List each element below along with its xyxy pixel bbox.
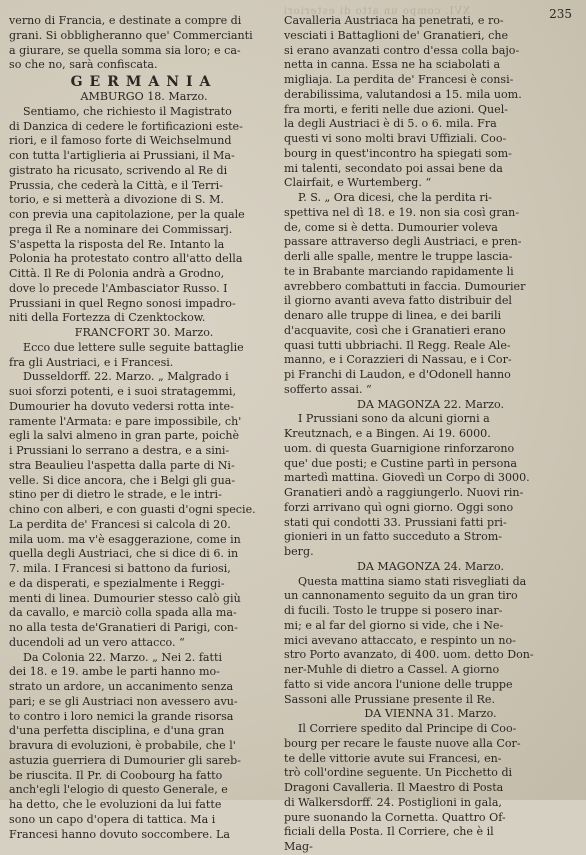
text-line: Clairfait, e Wurtemberg. “ bbox=[284, 176, 432, 190]
text-line: Mag- bbox=[284, 840, 313, 853]
text-line: suoi sforzi potenti, e i suoi stratagemmi, bbox=[9, 385, 236, 398]
dateline-vienna: DA VIENNA 31. Marzo. bbox=[364, 707, 497, 721]
magonza-24-article bbox=[284, 575, 577, 708]
text-line: netta in canna. Essa ne ha sciabolati a bbox=[284, 58, 501, 72]
text-line: a giurare, se quella somma sia loro; e ca- bbox=[9, 43, 241, 57]
text-line: di Danzica di cedere le fortificazioni este- bbox=[9, 119, 243, 133]
text-line: egli la salvi almeno in gran parte, poichè bbox=[9, 429, 240, 443]
text-line: Prussiani in quel Regno sonosi impadro- bbox=[9, 296, 236, 310]
text-line: mi; e al far del giorno si vide, che i Ne- bbox=[284, 618, 504, 632]
bleed-through-text: XVI. compo un atto di esteriori bbox=[282, 6, 470, 17]
text-line: Kreutznach, e a Bingen. Ai 19. 6000. bbox=[284, 427, 491, 440]
text-line: derabilissima, valutandosi a 15. mila uom. bbox=[284, 87, 522, 101]
text-line: P. S. „ Ora dicesi, che la perdita ri- bbox=[298, 191, 493, 204]
text-line: so che no, sarà confiscata. bbox=[9, 58, 158, 72]
text-line: ner-Muhle di dietro a Cassel. A giorno bbox=[284, 663, 500, 676]
text-line: ficiali della Posta. Il Corriere, che è il bbox=[284, 825, 494, 839]
text-line: te delle vittorie avute sui Francesi, en- bbox=[284, 751, 502, 765]
text-line: Città. Il Re di Polonia andrà a Grodno, bbox=[9, 267, 225, 280]
text-line: stro Porto avanzato, di 400. uom. detto Don- bbox=[284, 648, 534, 662]
text-line: S'aspetta la risposta del Re. Intanto la bbox=[9, 237, 225, 251]
text-line: fra morti, e feriti nelle due azioni. Quel- bbox=[284, 102, 509, 116]
text-line: Il Corriere spedito dal Principe di Coo- bbox=[298, 722, 517, 735]
text-line: que' due posti; e Custine partì in persona bbox=[284, 456, 518, 470]
text-line: il giorno avanti aveva fatto distribuir del bbox=[284, 294, 512, 308]
text-line: vesciati i Battaglioni de' Granatieri, che bbox=[284, 28, 509, 42]
text-line: ducendoli ad un vero attacco. “ bbox=[9, 635, 185, 649]
text-line: quasi tutti ubbriachi. Il Regg. Reale Ale- bbox=[284, 338, 511, 352]
text-line: mila uom. ma v'è esaggerazione, come in bbox=[9, 532, 241, 546]
dateline-amburgo: AMBURGO 18. Marzo. bbox=[80, 90, 208, 103]
left-column bbox=[9, 14, 279, 842]
text-line: anch'egli l'elogio di questo Generale, e bbox=[9, 783, 228, 797]
text-line: di fucili. Tosto le truppe si posero inar- bbox=[284, 604, 503, 617]
text-line: uom. di questa Guarnigione rinforzarono bbox=[284, 441, 515, 455]
text-line: spettiva nel dì 18. e 19. non sia così gran- bbox=[284, 205, 520, 219]
text-line: to contro i loro nemici la grande risorsa bbox=[9, 709, 234, 723]
text-line: gistrato ha ricusato, scrivendo al Re di bbox=[9, 163, 228, 177]
text-line: niti della Fortezza di Czenktockow. bbox=[9, 311, 206, 325]
text-line: ramente l'Armata: e pare impossibile, ch' bbox=[9, 414, 242, 428]
text-line: d'una perfetta disciplina, e d'una gran bbox=[9, 724, 225, 738]
text-line: chino con alberi, e con guasti d'ogni specie. bbox=[9, 503, 256, 516]
text-line: si erano avanzati contro d'essa colla bajo- bbox=[284, 43, 520, 57]
text-line: e da disperati, e spezialmente i Reggi- bbox=[9, 576, 225, 590]
text-line: manno, e i Corazzieri di Nassau, e i Cor- bbox=[284, 353, 512, 367]
text-line: con previa una capitolazione, per la quale bbox=[9, 208, 245, 221]
text-line: un cannonamento seguito da un gran tiro bbox=[284, 589, 518, 603]
dateline-magonza-24: DA MAGONZA 24. Marzo. bbox=[356, 559, 504, 573]
text-line: avrebbero combattuti in faccia. Dumourier bbox=[284, 279, 526, 293]
text-line: mici avevano attaccato, e respinto un no- bbox=[284, 633, 516, 647]
text-line: pure suonando la Cornetta. Quattro Of- bbox=[284, 810, 506, 824]
text-line: bourg in quest'incontro ha spiegati som- bbox=[284, 146, 512, 160]
text-line: 7. mila. I Francesi si battono da furiosi, bbox=[9, 562, 231, 575]
text-line: fatto si vide ancora l'unione delle truppe bbox=[284, 677, 513, 691]
text-line: migliaja. La perdita de' Francesi è consi- bbox=[284, 73, 514, 86]
text-line: mi talenti, secondato poi assai bene da bbox=[284, 161, 503, 175]
text-line: Questa mattina siamo stati risvegliati da bbox=[298, 574, 527, 588]
text-line: dove lo precede l'Ambasciator Russo. I bbox=[9, 281, 228, 295]
text-line: grani. Si obbligheranno que' Commercianti bbox=[9, 28, 253, 42]
text-line: de, come si è detta. Dumourier voleva bbox=[284, 220, 498, 234]
text-line: Dragoni Cavalleria. Il Maestro di Posta bbox=[284, 781, 504, 794]
text-line: La perdita de' Francesi si calcola di 20. bbox=[9, 517, 231, 531]
vienna-article bbox=[284, 722, 577, 855]
right-top-paragraph bbox=[284, 14, 577, 398]
text-line: Granatieri andò a raggiungerlo. Nuovi rin- bbox=[284, 486, 524, 499]
text-line: passare attraverso degli Austriaci, e pren- bbox=[284, 235, 522, 249]
text-line: strato un ardore, un accanimento senza bbox=[9, 680, 234, 693]
text-line: denaro alle truppe di linea, e dei barili bbox=[284, 309, 502, 322]
text-line: ha detto, che le evoluzioni da lui fatte bbox=[9, 798, 222, 811]
text-line: prega il Re a nominare dei Commissarj. bbox=[9, 222, 233, 236]
text-line: I Prussiani sono da alcuni giorni a bbox=[298, 412, 490, 426]
dateline-francfort: FRANCFORT 30. Marzo. bbox=[74, 326, 214, 339]
text-line: d'acquavite, così che i Granatieri erano bbox=[284, 323, 506, 337]
francfort-article bbox=[9, 341, 279, 843]
text-line: Dumourier ha dovuto vedersi rotta inte- bbox=[9, 399, 234, 413]
text-line: riori, e il famoso forte di Weichselmund bbox=[9, 134, 232, 148]
text-line: velle. Si dice ancora, che i Belgi gli gua- bbox=[9, 473, 236, 487]
text-line: bourg per recare le fauste nuove alla Cor- bbox=[284, 736, 521, 750]
text-line: quella degli Austriaci, che si dice di 6. in bbox=[9, 547, 239, 561]
text-line: astuzia guerriera di Dumourier gli sareb- bbox=[9, 753, 241, 767]
text-line: dei 18. e 19. ambe le parti hanno mo- bbox=[9, 665, 220, 679]
text-line: Da Colonia 22. Marzo. „ Nei 2. fatti bbox=[23, 650, 223, 664]
text-line: pari; e se gli Austriaci non avessero avu- bbox=[9, 694, 238, 708]
text-line: sono un capo d'opera di tattica. Ma i bbox=[9, 812, 216, 826]
text-line: Cavalleria Austriaca ha penetrati, e ro- bbox=[284, 14, 504, 27]
text-line: derli alle spalle, mentre le truppe lascia- bbox=[284, 250, 513, 263]
text-line: te in Brabante marciando rapidamente li bbox=[284, 264, 514, 278]
text-line: da cavallo, e marciò colla spada alla ma- bbox=[9, 606, 237, 620]
text-line: bravura di evoluzioni, è probabile, che l' bbox=[9, 739, 236, 752]
text-line: sofferto assai. “ bbox=[284, 382, 372, 396]
text-line: Sassoni alle Prussiane presente il Re. bbox=[284, 692, 495, 706]
text-line: di Walkersdorff. 24. Postiglioni in gala, bbox=[284, 795, 502, 809]
right-column bbox=[284, 14, 577, 855]
text-line: i Prussiani lo serrano a destra, e a sini- bbox=[9, 444, 230, 457]
text-line: Ecco due lettere sulle seguite battaglie bbox=[23, 340, 244, 354]
text-line: pi Franchi di Laudon, e d'Odonell hanno bbox=[284, 368, 511, 381]
text-line: Francesi hanno dovuto soccombere. La bbox=[9, 827, 230, 841]
text-line: Polonia ha protestato contro all'atto della bbox=[9, 252, 243, 266]
text-line: stra Beaulieu l'aspetta dalla parte di Ni- bbox=[9, 458, 235, 472]
text-line: forzi arrivano quì ogni giorno. Oggi sono bbox=[284, 500, 514, 514]
text-line: fra gli Austriaci, e i Francesi. bbox=[9, 355, 174, 369]
section-heading: GERMANIA bbox=[70, 74, 218, 90]
text-line: berg. bbox=[284, 545, 314, 558]
dateline-magonza-22: DA MAGONZA 22. Marzo. bbox=[356, 397, 504, 411]
text-line: Sentiamo, che richiesto il Magistrato bbox=[23, 104, 232, 118]
text-line: verno di Francia, e destinate a compre di bbox=[9, 14, 242, 27]
text-line: no alla testa de'Granatieri di Parigi, con- bbox=[9, 621, 238, 634]
page-number: 235 bbox=[549, 7, 572, 21]
text-line: trò coll'ordine seguente. Un Picchetto di bbox=[284, 766, 513, 780]
magonza-22-article bbox=[284, 412, 577, 560]
text-line: con tutta l'artiglieria ai Prussiani, il Ma- bbox=[9, 149, 235, 162]
text-line: be riuscita. Il Pr. di Coobourg ha fatto bbox=[9, 768, 223, 782]
text-line: menti di linea. Dumourier stesso calò giù bbox=[9, 591, 241, 605]
text-line: torio, e si metterà a divozione di S. M. bbox=[9, 193, 224, 207]
left-top-paragraph bbox=[9, 14, 279, 73]
text-line: martedì mattina. Giovedì un Corpo di 3000. bbox=[284, 471, 530, 485]
amburgo-article bbox=[9, 105, 279, 326]
text-line: stino per di dietro le strade, e le intri- bbox=[9, 488, 222, 502]
text-line: Dusseldorff. 22. Marzo. „ Malgrado i bbox=[23, 370, 229, 384]
text-line: la degli Austriaci è di 5. o 6. mila. Fra bbox=[284, 117, 497, 131]
text-line: stati qui condotti 33. Prussiani fatti pri- bbox=[284, 515, 507, 529]
text-line: Prussia, che cederà la Città, e il Terri- bbox=[9, 178, 223, 192]
text-line: questi vi sono molti bravi Uffiziali. Coo- bbox=[284, 132, 507, 145]
text-line: gionieri in un fatto succeduto a Strom- bbox=[284, 530, 503, 544]
